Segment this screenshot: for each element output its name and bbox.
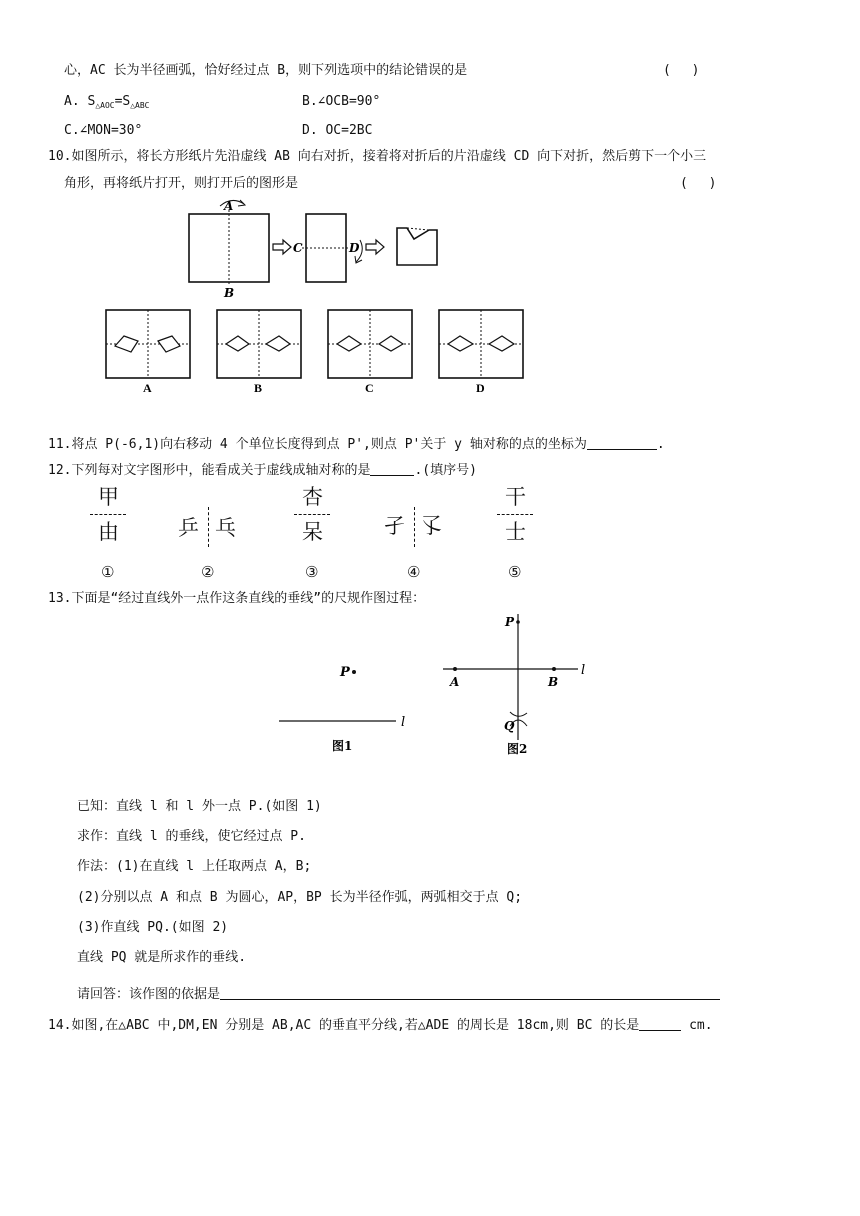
q12-pair3-axis [294, 514, 330, 515]
q13-answer-blank[interactable] [220, 987, 720, 1000]
q13-conclusion: 直线 PQ 就是所求作的垂线. [77, 950, 247, 965]
q10-option-c-label: C [365, 381, 374, 395]
q10-stem-line2: 角形，再将纸片打开，则打开后的图形是 [64, 176, 299, 191]
q10-option-a[interactable] [106, 310, 190, 395]
q13-fig2-p-label: P [505, 615, 515, 629]
q12-pair4-number: ④ [407, 563, 421, 581]
q9-option-c: C.∠MON=30° [64, 123, 143, 138]
q12-pair5-number: ⑤ [508, 563, 522, 581]
q12-pair2-axis [208, 507, 209, 547]
q14-stem: 14.如图,在△ABC 中,DM,EN 分别是 AB,AC 的垂直平分线,若△ADE 的周长是 18cm,则 BC 的长是 cm. [48, 1018, 713, 1033]
q13-figure-1 [270, 655, 420, 755]
q12-pair4-right: 孓 [421, 514, 442, 538]
q9-answer-paren: ( ) [663, 63, 700, 78]
q9-stem: 心，AC 长为半径画弧，恰好经过点 B，则下列选项中的结论错误的是 [64, 63, 468, 78]
q12-pair2-number: ② [201, 563, 215, 581]
q10-option-d[interactable] [439, 310, 523, 395]
q12-stem: 12.下列每对文字图形中，能看成关于虚线成轴对称的是 .(填序号) [48, 463, 477, 478]
q13-figure-2 [440, 608, 600, 763]
q13-method-step2: (2)分别以点 A 和点 B 为圆心，AP，BP 长为半径作弧，两弧相交于点 Q; [77, 890, 523, 905]
q13-fig2-b-label: B [548, 675, 559, 689]
q12-pair5-axis [497, 514, 533, 515]
q13-method-step3: (3)作直线 PQ.(如图 2) [77, 920, 229, 935]
q13-fig2-a-label: A [450, 675, 460, 689]
q12-pair3-top: 杏 [302, 485, 323, 509]
q9-option-a: A. $S_{\triangle AOC}=S_{\triangle ABC}$ [64, 94, 150, 110]
q13-fig1-caption: 图1 [332, 739, 353, 753]
q9-option-d: D. OC=2BC [302, 123, 373, 138]
q13-stem: 13.下面是“经过直线外一点作这条直线的垂线”的尺规作图过程： [48, 591, 426, 606]
q10-folding-figure [180, 190, 450, 300]
q10-option-figures [100, 305, 530, 397]
q10-label-c: C [293, 241, 303, 255]
q12-pair4-left: 孑 [384, 514, 405, 538]
q12-pair2-left: 乒 [178, 516, 199, 540]
q10-option-d-label: D [476, 381, 485, 395]
q10-label-a: A [224, 199, 234, 213]
q12-answer-blank[interactable] [370, 463, 414, 476]
q12-pair1-axis [90, 514, 126, 515]
q12-pair1-bottom: 由 [98, 520, 119, 544]
q10-option-b[interactable] [217, 310, 301, 395]
q13-fig1-point-p [352, 670, 356, 674]
q12-pair1-top: 甲 [98, 485, 119, 509]
q10-option-a-label: A [143, 381, 152, 395]
q12-pair3-number: ③ [305, 563, 319, 581]
q13-fig2-point-a [453, 667, 457, 671]
q13-fig2-point-b [552, 667, 556, 671]
q9-option-b: B.∠OCB=90° [302, 94, 381, 109]
q12-pair4-axis [414, 507, 415, 547]
q11-stem: 11.将点 P(-6,1)向右移动 4 个单位长度得到点 P',则点 P'关于 y 轴对称的点的坐标为 . [48, 437, 665, 452]
q10-stem-line1: 10.如图所示，将长方形纸片先沿虚线 AB 向右对折，接着将对折后的片沿虚线 CD 向下对折，然后剪下一个小三 [48, 149, 707, 164]
q12-pair2-right: 乓 [215, 516, 236, 540]
q13-fig1-l-label: l [401, 715, 406, 730]
q12-pair1-number: ① [101, 563, 115, 581]
q13-fig1-p-label: P [340, 665, 350, 680]
q13-fig2-caption: 图2 [507, 742, 528, 756]
q12-pair5-top: 干 [505, 485, 526, 509]
q11-answer-blank[interactable] [587, 437, 657, 450]
q10-answer-paren: ( ) [680, 176, 717, 191]
q10-option-b-label: B [254, 381, 263, 395]
q10-label-b: B [224, 286, 235, 300]
q14-answer-blank[interactable] [639, 1018, 681, 1031]
q13-ask: 求作：直线 l 的垂线，使它经过点 P. [77, 829, 306, 844]
q10-label-d: D [349, 241, 360, 255]
q13-known: 已知：直线 l 和 l 外一点 P.(如图 1) [77, 799, 322, 814]
q12-pair5-bottom: 士 [505, 520, 526, 544]
q12-pair3-bottom: 呆 [302, 520, 323, 544]
q13-fig2-l-label: l [581, 663, 586, 678]
q13-fig2-q-label: Q [504, 719, 515, 733]
q13-method-step1: 作法：(1)在直线 l 上任取两点 A，B; [77, 859, 312, 874]
q10-option-c[interactable] [328, 310, 412, 395]
q13-answer-prompt: 请回答：该作图的依据是 [77, 987, 720, 1001]
